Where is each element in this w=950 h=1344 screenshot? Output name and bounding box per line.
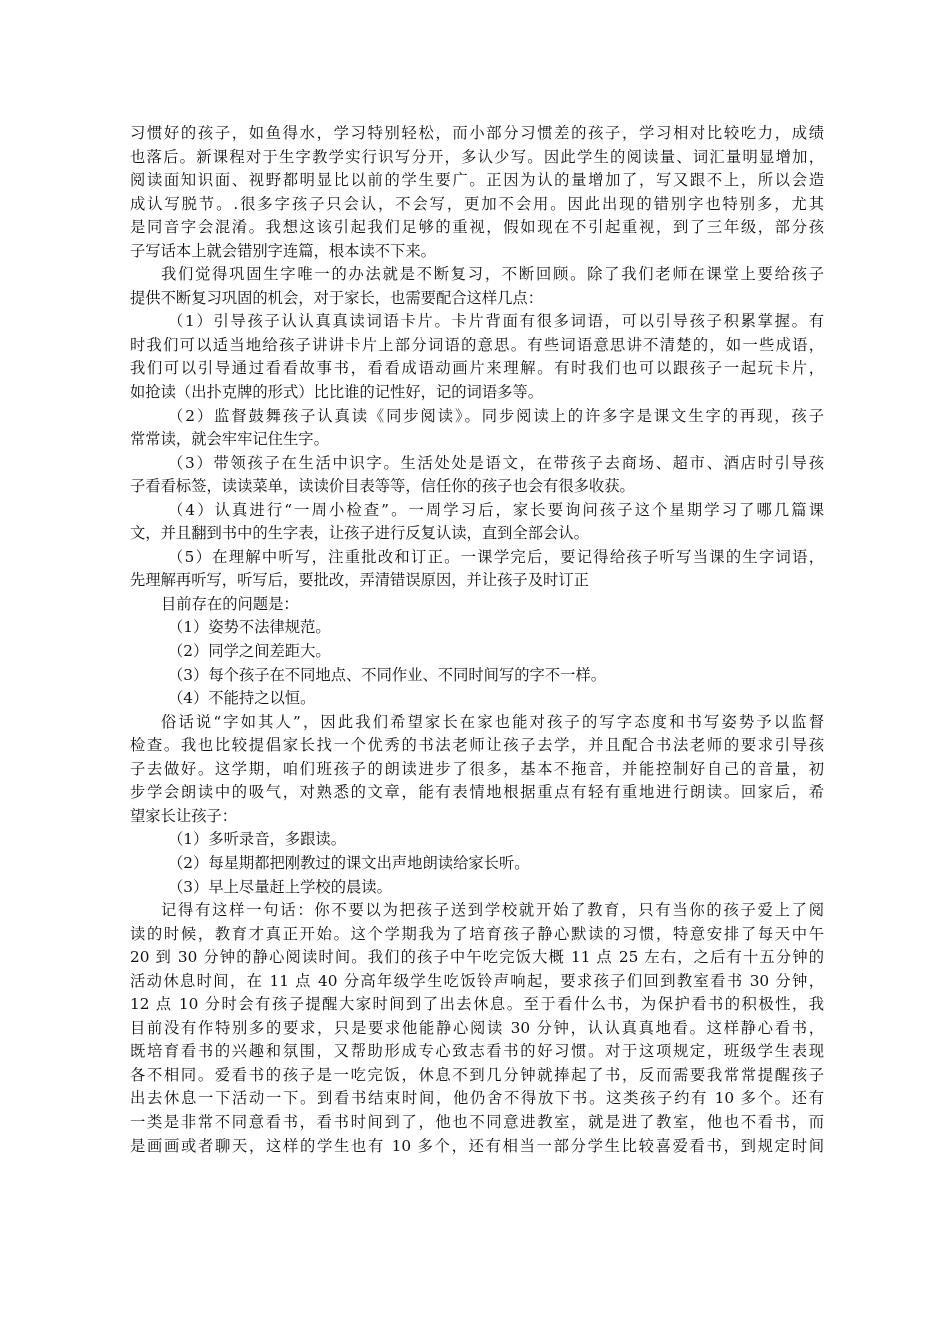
text-line: （1）引导孩子认认真真读词语卡片。卡片背面有很多词语，可以引导孩子积累掌握。有 [168,312,824,331]
text-line: 检查。我也比较提倡家长找一个优秀的书法老师让孩子去学，并且配合书法老师的要求引导孩 [130,736,824,755]
text-line: 是画画或者聊天，这样的学生也有 10 多个，还有相当一部分学生比较喜爱看书，到规定时间 [130,1136,824,1155]
text-line: 出去休息一下活动一下。到看书结束时间，他仍舍不得放下书。这类孩子约有 10 多个。还有 [130,1089,824,1108]
document-body [130,122,824,1158]
text-line: 文，并且翻到书中的生字表，让孩子进行反复认读，直到全部会认。 [130,524,589,543]
text-line: 是同音字会混淆。我想这该引起我们足够的重视，假如现在不引起重视，到了三年级，部分孩 [130,218,824,237]
text-line: （5）在理解中听写，注重批改和订正。一课学完后，要记得给孩子听写当课的生字词语， [168,547,824,566]
text-line: （2）监督鼓舞孩子认真读《同步阅读》。同步阅读上的许多字是课文生字的再现，孩子 [168,406,824,425]
text-line: 如抢读（出扑克牌的形式）比比谁的记性好，记的词语多等。 [130,383,544,402]
text-line: 20 到 30 分钟的静心阅读时间。我们的孩子中午吃完饭大概 11 点 25 左右，之后有十五分钟的 [130,948,824,967]
text-line: （2）每星期都把刚教过的课文出声地朗读给家长听。 [168,853,530,872]
text-line: 时我们可以适当地给孩子讲讲卡片上部分词语的意思。有些词语意思讲不清楚的，如一些成语， [130,335,824,354]
text-line: 子写话本上就会错别字连篇，根本读不下来。 [130,241,436,260]
text-line: （1）多听录音，多跟读。 [168,830,346,849]
text-line: 步学会朗读中的吸气，对熟悉的文章，能有表情地根据重点有轻有重地进行朗读。回家后，希 [130,783,824,802]
text-line: （3）带领孩子在生活中识字。生活处处是语文，在带孩子去商场、超市、酒店时引导孩 [168,453,824,472]
text-line: 先理解再听写，听写后，要批改，弄清错误原因，并让孩子及时订正 [130,571,589,590]
text-line: 也落后。新课程对于生字教学实行识写分开，多认少写。因此学生的阅读量、词汇量明显增加， [130,147,824,166]
text-line: 12 点 10 分时会有孩子提醒大家时间到了出去休息。至于看什么书，为保护看书的积极性，我 [130,995,824,1014]
text-line: 我们觉得巩固生字唯一的办法就是不断复习，不断回顾。除了我们老师在课堂上要给孩子 [161,265,824,284]
text-line: 习惯好的孩子，如鱼得水，学习特别轻松，而小部分习惯差的孩子，学习相对比较吃力，成绩 [130,124,824,142]
text-line: （4）不能持之以恒。 [168,689,316,708]
text-line: 读的时候，教育才真正开始。这个学期我为了培育孩子静心默读的习惯，特意安排了每天中午 [130,924,824,943]
text-line: （3）每个孩子在不同地点、不同作业、不同时间写的字不一样。 [168,665,607,684]
text-line: 记得有这样一句话：你不要以为把孩子送到学校就开始了教育，只有当你的孩子爱上了阅 [161,901,824,920]
text-line: 我们可以引导通过看看故事书，看看成语动画片来理解。有时我们也可以跟孩子一起玩卡片， [130,359,824,378]
text-line: 目前存在的问题是： [161,594,299,613]
text-line: 成认写脱节。.很多字孩子只会认，不会写，更加不会用。因此出现的错别字也特别多，尤其 [130,194,824,213]
text-line: 阅读面知识面、视野都明显比以前的学生要广。正因为认的量增加了，写又跟不上，所以会造 [130,171,824,190]
text-line: （2）同学之间差距大。 [168,642,331,661]
text-line: （1）姿势不法律规范。 [168,618,331,637]
text-line: 提供不断复习巩固的机会，对于家长，也需要配合这样几点： [130,288,544,307]
text-line: 活动休息时间，在 11 点 40 分高年级学生吃饭铃声响起，要求孩子们回到教室看书 30 分钟， [130,971,824,990]
text-line: 子去做好。这学期，咱们班孩子的朗读进步了很多，基本不拖音，并能控制好自己的音量，初 [130,759,824,778]
text-line: 一类是非常不同意看书，看书时间到了，他也不同意进教室，就是进了教室，他也不看书，而 [130,1112,824,1131]
text-line: 子看看标签，读读菜单，读读价目表等等，信任你的孩子也会有很多收获。 [130,477,635,496]
text-line: 俗话说“字如其人”，因此我们希望家长在家也能对孩子的写字态度和书写姿势予以监督 [161,712,824,731]
text-line: （3）早上尽量赶上学校的晨读。 [168,877,392,896]
text-line: 望家长让孩子： [130,806,238,825]
text-line: 既培育看书的兴趣和氛围，又帮助形成专心致志看书的好习惯。对于这项规定，班级学生表现 [130,1042,824,1061]
text-line: （4）认真进行“一周小检查”。一周学习后，家长要询问孩子这个星期学习了哪几篇课 [168,500,824,519]
text-line: 各不相同。爱看书的孩子是一吃完饭，休息不到几分钟就捧起了书，反而需要我常常提醒孩子 [130,1065,824,1084]
text-line: 目前没有作特别多的要求，只是要求他能静心阅读 30 分钟，认认真真地看。这样静心看书， [130,1018,824,1037]
text-line: 常常读，就会牢牢记住生字。 [130,430,329,449]
